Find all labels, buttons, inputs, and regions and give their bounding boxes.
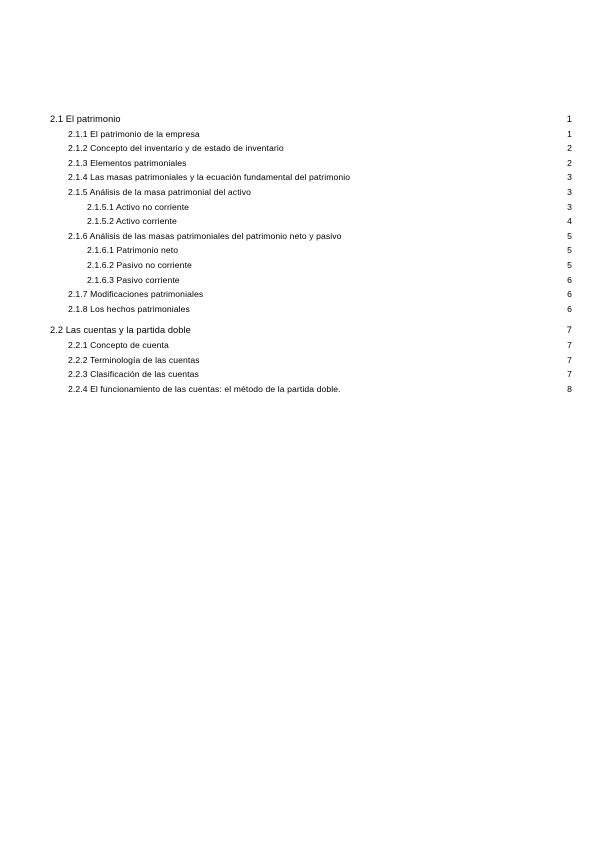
toc-entry-title: 2.1.3 Elementos patrimoniales <box>68 157 187 168</box>
toc-entry-title: 2.1.2 Concepto del inventario y de estado de inventario <box>68 143 284 154</box>
toc-entry-2-1[interactable] <box>50 112 572 127</box>
toc-entry-2-1-3[interactable] <box>50 156 572 171</box>
toc-entry-title: 2.1.7 Modificaciones patrimoniales <box>68 289 204 300</box>
toc-entry-page: 1 <box>567 128 572 139</box>
toc-entry-page: 5 <box>567 259 572 270</box>
toc-entry-title: 2.1.5.2 Activo corriente <box>87 216 177 227</box>
toc-entry-page: 7 <box>567 339 572 350</box>
toc-entry-title: 2.2.4 El funcionamiento de las cuentas: el método de la partida doble. <box>68 383 341 394</box>
toc-entry-page: 6 <box>567 289 572 300</box>
toc-entry-page: 5 <box>567 245 572 256</box>
toc-entry-page: 3 <box>567 201 572 212</box>
toc-entry-title: 2.2.2 Terminología de las cuentas <box>68 354 200 365</box>
toc-entry-page: 7 <box>567 369 572 380</box>
toc-entry-page: 6 <box>567 274 572 285</box>
toc-entry-page: 3 <box>567 172 572 183</box>
toc-entry-2-1-5-2[interactable] <box>50 214 572 229</box>
toc-entry-title: 2.1.6.1 Patrimonio neto <box>87 245 179 256</box>
toc-entry-2-1-5-1[interactable] <box>50 200 572 215</box>
toc-entry-page: 8 <box>567 383 572 394</box>
toc-entry-2-2-1[interactable] <box>50 338 572 353</box>
toc-entry-page: 7 <box>566 325 572 336</box>
toc-entry-page: 4 <box>567 216 572 227</box>
toc-entry-2-2-4[interactable] <box>50 382 572 397</box>
toc-entry-title: 2.1.4 Las masas patrimoniales y la ecuación fundamental del patrimonio <box>68 172 351 183</box>
toc-entry-page: 5 <box>567 230 572 241</box>
toc-entry-title: 2.1.5.1 Activo no corriente <box>87 201 190 212</box>
toc-entry-title: 2.2 Las cuentas y la partida doble <box>50 325 191 336</box>
toc-entry-2-2-3[interactable] <box>50 367 572 382</box>
toc-entry-title: 2.2.3 Clasificación de las cuentas <box>68 369 199 380</box>
toc-entry-2-1-4[interactable] <box>50 170 572 185</box>
toc-entry-page: 6 <box>567 303 572 314</box>
toc-entry-title: 2.1.1 El patrimonio de la empresa <box>68 128 200 139</box>
toc-entry-2-1-1[interactable] <box>50 127 572 142</box>
table-of-contents <box>50 112 572 396</box>
toc-entry-title: 2.1.5 Análisis de la masa patrimonial del activo <box>68 186 251 197</box>
toc-entry-2-1-5[interactable] <box>50 185 572 200</box>
toc-entry-title: 2.1.8 Los hechos patrimoniales <box>68 303 190 314</box>
toc-entry-title: 2.1 El patrimonio <box>50 114 121 124</box>
section-spacer <box>50 316 572 323</box>
toc-entry-title: 2.1.6.2 Pasivo no corriente <box>87 259 192 270</box>
toc-entry-2-1-6-3[interactable] <box>50 273 572 288</box>
toc-entry-2-1-6[interactable] <box>50 229 572 244</box>
toc-entry-page: 3 <box>567 186 572 197</box>
toc-entry-2-1-6-2[interactable] <box>50 258 572 273</box>
toc-entry-title: 2.2.1 Concepto de cuenta <box>68 339 169 350</box>
toc-entry-2-1-6-1[interactable] <box>50 243 572 258</box>
toc-entry-title: 2.1.6 Análisis de las masas patrimoniales del patrimonio neto y pasivo <box>68 230 342 241</box>
toc-entry-page: 2 <box>567 157 572 168</box>
toc-entry-page: 2 <box>567 143 572 154</box>
toc-entry-2-1-2[interactable] <box>50 141 572 156</box>
toc-entry-2-2-2[interactable] <box>50 353 572 368</box>
toc-entry-2-1-8[interactable] <box>50 302 572 317</box>
toc-entry-page: 1 <box>566 114 572 124</box>
toc-entry-2-1-7[interactable] <box>50 287 572 302</box>
toc-entry-2-2[interactable] <box>50 323 572 338</box>
toc-entry-page: 7 <box>567 354 572 365</box>
toc-entry-title: 2.1.6.3 Pasivo corriente <box>87 274 180 285</box>
